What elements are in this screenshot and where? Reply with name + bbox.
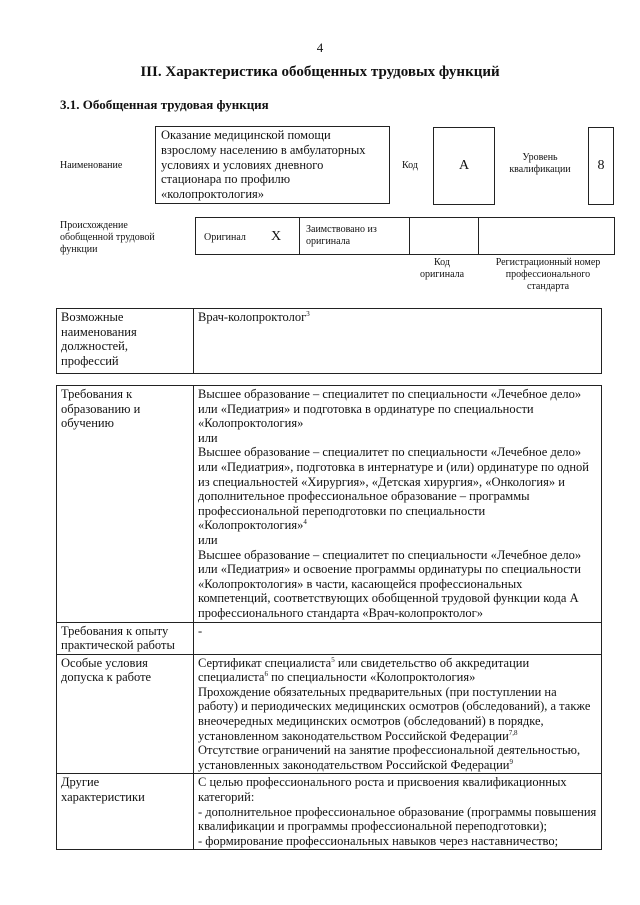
text-line: или «Педиатрия», подготовка в интернатуре и (или) ординатуре по одной bbox=[198, 459, 589, 474]
text-line: С целью профессионального роста и присвоения квалификационных bbox=[198, 775, 567, 790]
label-line: Требования к опыту bbox=[61, 623, 169, 638]
level-label-line: Уровень bbox=[522, 152, 558, 163]
label-line: Возможные bbox=[61, 310, 124, 324]
subsection-title: 3.1. Обобщенная трудовая функция bbox=[60, 97, 269, 112]
original-label: Оригинал bbox=[204, 232, 246, 243]
text-line: работу) и периодических медицинских осмотров (обследований), а также bbox=[198, 699, 591, 714]
table-row bbox=[57, 309, 602, 374]
text-fragment: установленном законодательством Российской Федерации bbox=[198, 728, 509, 743]
text-line: - формирование профессиональных навыков через наставничество; bbox=[198, 833, 559, 848]
positions-label bbox=[57, 309, 194, 374]
text-line bbox=[198, 518, 597, 533]
caption-line: Регистрационный номер bbox=[495, 257, 601, 268]
label-line: характеристики bbox=[61, 790, 145, 805]
text-line bbox=[198, 758, 597, 773]
table-row bbox=[57, 622, 602, 654]
label-line: наименования bbox=[61, 324, 137, 339]
text-fragment: установленных законодательством Российской Федерации bbox=[198, 757, 510, 772]
caption-line: Код bbox=[434, 257, 450, 268]
positions-value bbox=[194, 309, 602, 374]
function-name-line: стационара по профилю bbox=[161, 172, 291, 187]
caption-line: профессионального bbox=[505, 269, 591, 280]
table-row bbox=[57, 774, 602, 850]
function-name-line: взрослому населению в амбулаторных bbox=[161, 142, 366, 157]
other-characteristics-value bbox=[194, 774, 602, 850]
level-label-line: квалификации bbox=[509, 164, 571, 175]
label-line: Требования к bbox=[61, 387, 133, 401]
caption-line: оригинала bbox=[419, 269, 465, 280]
code-value: А bbox=[458, 158, 470, 173]
origin-divider bbox=[299, 217, 300, 255]
reg-number-caption bbox=[478, 257, 618, 293]
text-line: дополнительное профессиональное образование – программы bbox=[198, 489, 530, 504]
caption-line: стандарта bbox=[526, 281, 570, 292]
text-line: Высшее образование – специалитет по специальности «Лечебное дело» bbox=[198, 547, 582, 562]
text-line: компетенций, соответствующих обобщенной трудовой функции кода А bbox=[198, 591, 579, 606]
origin-divider bbox=[409, 217, 410, 255]
text-line: профессионального стандарта «Врач-колопроктолог» bbox=[198, 605, 483, 620]
function-name-line: Оказание медицинской помощи bbox=[161, 128, 331, 142]
label-line: обучению bbox=[61, 416, 114, 431]
original-mark: X bbox=[271, 229, 282, 244]
education-value bbox=[194, 386, 602, 623]
function-name-line: «колопроктология» bbox=[161, 187, 265, 202]
text-line: или bbox=[198, 430, 218, 445]
text-line: профессиональной переподготовки по специальности bbox=[198, 503, 486, 518]
table-row bbox=[57, 386, 602, 623]
text-line: - дополнительное профессиональное образование (программы повышения bbox=[198, 804, 597, 819]
footnote-mark: 3 bbox=[306, 309, 310, 318]
special-conditions-label bbox=[57, 654, 194, 774]
level-label bbox=[500, 152, 580, 176]
label-line: допуска к работе bbox=[61, 670, 152, 685]
origin-divider bbox=[478, 217, 479, 255]
footnote-mark: 6 bbox=[264, 670, 268, 679]
text-line bbox=[198, 656, 597, 671]
borrowed-label bbox=[306, 224, 377, 248]
label-line: профессий bbox=[61, 353, 119, 368]
text-fragment: по специальности «Колопроктология» bbox=[267, 670, 476, 685]
text-fragment: или свидетельство об аккредитации bbox=[334, 655, 530, 670]
position-title: Врач-колопроктолог bbox=[198, 310, 307, 324]
other-characteristics-label bbox=[57, 774, 194, 850]
name-label: Наименование bbox=[60, 160, 123, 171]
text-line: категорий: bbox=[198, 790, 255, 805]
origin-table bbox=[195, 217, 615, 255]
footnote-mark: 7,8 bbox=[508, 728, 518, 737]
code-box bbox=[433, 127, 495, 205]
text-line: или «Педиатрия» и подготовка в ординатуре по специальности bbox=[198, 401, 534, 416]
experience-value: - bbox=[194, 622, 602, 654]
label-line: практической работы bbox=[61, 638, 175, 653]
special-conditions-value bbox=[194, 654, 602, 774]
origin-label-line: Происхождение bbox=[60, 220, 128, 231]
section-title: III. Характеристика обобщенных трудовых функций bbox=[140, 64, 500, 80]
footnote-mark: 4 bbox=[303, 518, 307, 527]
table-row bbox=[57, 654, 602, 774]
text-line: квалификации и программы профессиональной переподготовки); bbox=[198, 819, 548, 834]
borrowed-label-line: оригинала bbox=[306, 236, 351, 247]
label-line: Особые условия bbox=[61, 655, 148, 670]
level-value: 8 bbox=[597, 158, 605, 173]
text-line: из специальностей «Хирургия», «Детская хирургия», «Онкология» и bbox=[198, 474, 565, 489]
text-line bbox=[198, 729, 597, 744]
text-line: Высшее образование – специалитет по специальности «Лечебное дело» bbox=[198, 387, 582, 401]
page-number: 4 bbox=[316, 40, 324, 55]
requirements-table bbox=[56, 385, 602, 850]
text-fragment: «Колопроктология» bbox=[198, 518, 304, 533]
label-line: должностей, bbox=[61, 339, 128, 354]
level-box bbox=[588, 127, 614, 205]
origin-label bbox=[60, 220, 155, 256]
code-original-caption bbox=[408, 257, 476, 281]
positions-table bbox=[56, 308, 602, 374]
text-line: «Колопроктология» в части, касающейся профессиональных bbox=[198, 576, 523, 591]
footnote-mark: 9 bbox=[509, 757, 513, 766]
footnote-mark: 5 bbox=[331, 655, 335, 664]
origin-label-line: обобщенной трудовой bbox=[60, 232, 155, 243]
text-line: Отсутствие ограничений на занятие профессиональной деятельностью, bbox=[198, 743, 581, 758]
text-line: или bbox=[198, 532, 218, 547]
text-line: внеочередных медицинских осмотров (обследований) в порядке, bbox=[198, 714, 544, 729]
text-fragment: специалиста bbox=[198, 670, 265, 685]
text-line: «Колопроктология» bbox=[198, 416, 304, 431]
function-name-line: условиях и условиях дневного bbox=[161, 157, 324, 172]
borrowed-label-line: Заимствовано из bbox=[306, 224, 377, 235]
education-label bbox=[57, 386, 194, 623]
label-line: Другие bbox=[61, 775, 100, 790]
text-fragment: Сертификат специалиста bbox=[198, 655, 332, 670]
experience-label bbox=[57, 622, 194, 654]
origin-label-line: функции bbox=[60, 244, 98, 255]
label-line: образованию и bbox=[61, 401, 141, 416]
text-line bbox=[198, 670, 597, 685]
text-line: или «Педиатрия» и освоение программы ординатуры по специальности bbox=[198, 562, 581, 577]
text-line: Высшее образование – специалитет по специальности «Лечебное дело» bbox=[198, 445, 582, 460]
text-line: Прохождение обязательных предварительных (при поступлении на bbox=[198, 684, 557, 699]
function-name-box bbox=[155, 126, 390, 204]
code-label: Код bbox=[402, 160, 418, 171]
